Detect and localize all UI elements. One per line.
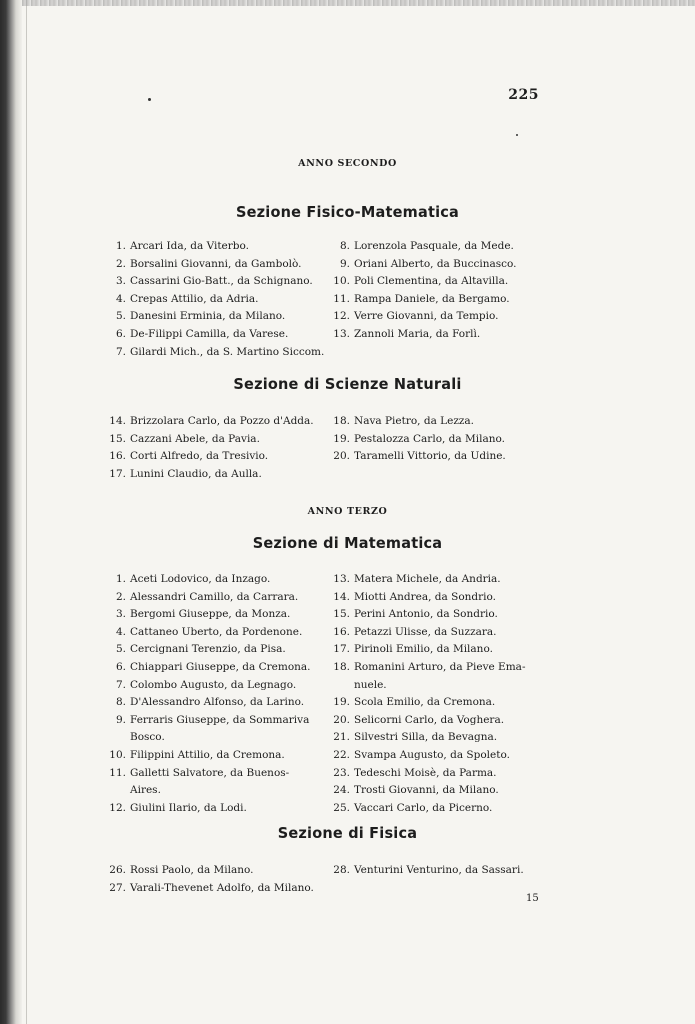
- student-entry: [108, 624, 311, 642]
- entry-name: Alessandri Camillo, da Carrara.: [130, 590, 299, 603]
- entry-number: 17.: [333, 643, 350, 656]
- ink-speck: [516, 134, 518, 136]
- entry-name: Petazzi Ulisse, da Suzzara.: [354, 625, 497, 638]
- student-entry: [108, 677, 311, 695]
- entry-name: Crepas Attilio, da Adria.: [130, 292, 259, 305]
- student-entry: [108, 641, 311, 659]
- student-entry: [108, 256, 324, 274]
- student-entry: [108, 747, 311, 765]
- student-entry: [332, 800, 526, 818]
- entry-name: Galletti Salvatore, da Buenos-: [130, 766, 290, 779]
- student-entry: [332, 694, 526, 712]
- entry-number: 15.: [109, 432, 126, 445]
- student-entry: [332, 606, 526, 624]
- entry-name: Danesini Erminia, da Milano.: [130, 310, 286, 323]
- student-entry: [108, 589, 311, 607]
- student-entry: [108, 694, 311, 712]
- entry-number: 12.: [109, 801, 126, 814]
- entry-number: 27.: [109, 881, 126, 894]
- student-entry: [108, 344, 324, 362]
- entry-name: Miotti Andrea, da Sondrio.: [354, 590, 496, 603]
- entry-name: Oriani Alberto, da Buccinasco.: [354, 257, 517, 270]
- entry-number: 9.: [115, 713, 126, 726]
- student-entry: [332, 308, 517, 326]
- entry-name: Poli Clementina, da Altavilla.: [354, 275, 509, 288]
- student-entry: [108, 571, 311, 589]
- student-entry: [332, 326, 517, 344]
- entry-number: 2.: [115, 257, 126, 270]
- student-entry: [108, 238, 324, 256]
- entry-number: 25.: [333, 801, 350, 814]
- student-entry: [332, 862, 524, 880]
- entry-number: 7.: [115, 678, 126, 691]
- entry-name: Giulini Ilario, da Lodi.: [130, 801, 247, 814]
- entry-number: 6.: [115, 327, 126, 340]
- student-entry: [108, 765, 311, 783]
- student-entry: [108, 712, 311, 730]
- entry-number: 6.: [115, 660, 126, 673]
- entry-number: 5.: [115, 310, 126, 323]
- student-entry: [108, 880, 314, 898]
- entry-name: Svampa Augusto, da Spoleto.: [354, 748, 510, 761]
- entry-name: Aires.: [130, 784, 161, 797]
- entry-name: Bosco.: [130, 731, 165, 744]
- entry-name: Romanini Arturo, da Pieve Ema-: [354, 660, 526, 673]
- student-entry: [108, 862, 314, 880]
- entry-number: 8.: [115, 696, 126, 709]
- entry-name: Corti Alfredo, da Tresivio.: [130, 450, 269, 463]
- entry-number: 12.: [333, 310, 350, 323]
- entry-name: Cattaneo Uberto, da Pordenone.: [130, 625, 303, 638]
- entry-name: Cazzani Abele, da Pavia.: [130, 432, 260, 445]
- student-entry: [108, 606, 311, 624]
- entry-name: Cassarini Gio-Batt., da Schignano.: [130, 275, 313, 288]
- section-title-fisica: Sezione di Fisica: [277, 825, 418, 843]
- student-entry: [332, 641, 526, 659]
- entry-name: Vaccari Carlo, da Picerno.: [354, 801, 493, 814]
- matematica-left-column: [108, 571, 311, 817]
- section-title-scienze-naturali: Sezione di Scienze Naturali: [233, 376, 462, 394]
- entry-number: 3.: [115, 608, 126, 621]
- entry-number: 17.: [109, 467, 126, 480]
- student-entry: [108, 308, 324, 326]
- section-title-matematica: Sezione di Matematica: [252, 535, 443, 553]
- entry-name: Zannoli Maria, da Forlì.: [354, 327, 481, 340]
- entry-name: nuele.: [354, 678, 387, 691]
- entry-name: Matera Michele, da Andria.: [354, 573, 501, 585]
- student-entry: [108, 659, 311, 677]
- entry-number: 19.: [333, 432, 350, 445]
- scienze-naturali-right-column: [332, 413, 506, 466]
- entry-name: Rossi Paolo, da Milano.: [130, 864, 254, 876]
- entry-number: 8.: [339, 240, 350, 252]
- entry-number: 9.: [339, 257, 350, 270]
- entry-number: 4.: [115, 625, 126, 638]
- entry-name: De-Filippi Camilla, da Varese.: [130, 327, 289, 340]
- student-entry: [332, 571, 526, 589]
- entry-number: 2.: [115, 590, 126, 603]
- entry-number: 5.: [115, 643, 126, 656]
- entry-number: 14.: [333, 590, 350, 603]
- entry-name: Gilardi Mich., da S. Martino Siccom.: [130, 345, 325, 358]
- entry-name: Borsalini Giovanni, da Gambolò.: [130, 257, 302, 270]
- entry-number: 16.: [109, 450, 126, 463]
- page-top-edge: [22, 0, 695, 6]
- entry-name: Colombo Augusto, da Legnago.: [130, 678, 297, 691]
- entry-name: Scola Emilio, da Cremona.: [354, 696, 496, 709]
- page-number: 225: [508, 87, 539, 103]
- entry-name: Nava Pietro, da Lezza.: [354, 415, 475, 427]
- student-entry: [332, 765, 526, 783]
- student-entry: [332, 729, 526, 747]
- entry-name: Selicorni Carlo, da Voghera.: [354, 713, 505, 726]
- entry-name: Varali-Thevenet Adolfo, da Milano.: [130, 881, 314, 894]
- student-entry: [332, 712, 526, 730]
- entry-number: 10.: [109, 748, 126, 761]
- student-entry: [332, 238, 517, 256]
- student-entry: [332, 747, 526, 765]
- entry-name: Brizzolara Carlo, da Pozzo d'Adda.: [130, 415, 314, 427]
- entry-name: Pestalozza Carlo, da Milano.: [354, 432, 505, 445]
- student-entry: [332, 431, 506, 449]
- entry-name: D'Alessandro Alfonso, da Larino.: [130, 696, 305, 709]
- entry-number: 1.: [115, 573, 126, 585]
- entry-number: 21.: [333, 731, 350, 744]
- student-entry: [332, 273, 517, 291]
- signature-mark: 15: [526, 893, 539, 904]
- entry-name: Trosti Giovanni, da Milano.: [354, 784, 499, 797]
- entry-number: 10.: [333, 275, 350, 288]
- student-entry: [108, 782, 311, 800]
- student-entry: [108, 413, 314, 431]
- entry-name: Perini Antonio, da Sondrio.: [354, 608, 498, 621]
- entry-name: Chiappari Giuseppe, da Cremona.: [130, 660, 311, 673]
- entry-name: Tedeschi Moisè, da Parma.: [354, 766, 497, 779]
- student-entry: [108, 326, 324, 344]
- student-entry: [332, 448, 506, 466]
- entry-number: 15.: [333, 608, 350, 621]
- entry-name: Lorenzola Pasquale, da Mede.: [354, 240, 514, 252]
- student-entry: [332, 256, 517, 274]
- entry-number: 18.: [333, 415, 350, 427]
- ink-speck: [148, 98, 151, 101]
- student-entry: [108, 466, 314, 484]
- entry-number: 14.: [109, 415, 126, 427]
- entry-name: Silvestri Silla, da Bevagna.: [354, 731, 498, 744]
- student-entry: [332, 413, 506, 431]
- fisico-matematica-left-column: [108, 238, 324, 361]
- student-entry: [108, 448, 314, 466]
- entry-name: Rampa Daniele, da Bergamo.: [354, 292, 510, 305]
- student-entry: [108, 431, 314, 449]
- entry-name: Arcari Ida, da Viterbo.: [130, 240, 249, 252]
- matematica-right-column: [332, 571, 526, 817]
- fisica-right-column: [332, 862, 524, 880]
- student-entry: [332, 782, 526, 800]
- entry-number: 26.: [109, 864, 126, 876]
- entry-name: Bergomi Giuseppe, da Monza.: [130, 608, 291, 621]
- entry-number: 24.: [333, 784, 350, 797]
- entry-number: 4.: [115, 292, 126, 305]
- entry-name: Cercignani Terenzio, da Pisa.: [130, 643, 286, 656]
- entry-number: 13.: [333, 573, 350, 585]
- scienze-naturali-left-column: [108, 413, 314, 483]
- entry-number: 7.: [115, 345, 126, 358]
- student-entry: [332, 659, 526, 677]
- student-entry: [332, 291, 517, 309]
- entry-number: 22.: [333, 748, 350, 761]
- student-entry: [108, 291, 324, 309]
- student-entry: [108, 729, 311, 747]
- entry-number: 28.: [333, 864, 350, 876]
- student-entry: [332, 589, 526, 607]
- entry-number: 20.: [333, 713, 350, 726]
- entry-number: 3.: [115, 275, 126, 288]
- entry-number: 16.: [333, 625, 350, 638]
- fisico-matematica-right-column: [332, 238, 517, 344]
- entry-number: 18.: [333, 660, 350, 673]
- entry-name: Lunini Claudio, da Aulla.: [130, 467, 262, 480]
- student-entry: [108, 800, 311, 818]
- entry-number: 13.: [333, 327, 350, 340]
- entry-name: Pirinoli Emilio, da Milano.: [354, 643, 493, 656]
- entry-name: Taramelli Vittorio, da Udine.: [354, 450, 506, 463]
- entry-name: Venturini Venturino, da Sassari.: [354, 864, 524, 876]
- entry-name: Filippini Attilio, da Cremona.: [130, 748, 285, 761]
- student-entry: [108, 273, 324, 291]
- entry-name: Aceti Lodovico, da Inzago.: [130, 573, 271, 585]
- entry-number: 11.: [109, 766, 126, 779]
- entry-name: Ferraris Giuseppe, da Sommariva: [130, 713, 310, 726]
- entry-number: 11.: [333, 292, 350, 305]
- student-entry: [332, 624, 526, 642]
- entry-number: 19.: [333, 696, 350, 709]
- student-entry: [332, 677, 526, 695]
- year2-heading: ANNO SECONDO: [298, 158, 397, 169]
- entry-number: 20.: [333, 450, 350, 463]
- fisica-left-column: [108, 862, 314, 897]
- entry-number: 1.: [115, 240, 126, 252]
- entry-name: Verre Giovanni, da Tempio.: [354, 310, 499, 323]
- entry-number: 23.: [333, 766, 350, 779]
- year3-heading: ANNO TERZO: [307, 506, 388, 517]
- section-title-fisico-matematica: Sezione Fisico-Matematica: [235, 204, 460, 222]
